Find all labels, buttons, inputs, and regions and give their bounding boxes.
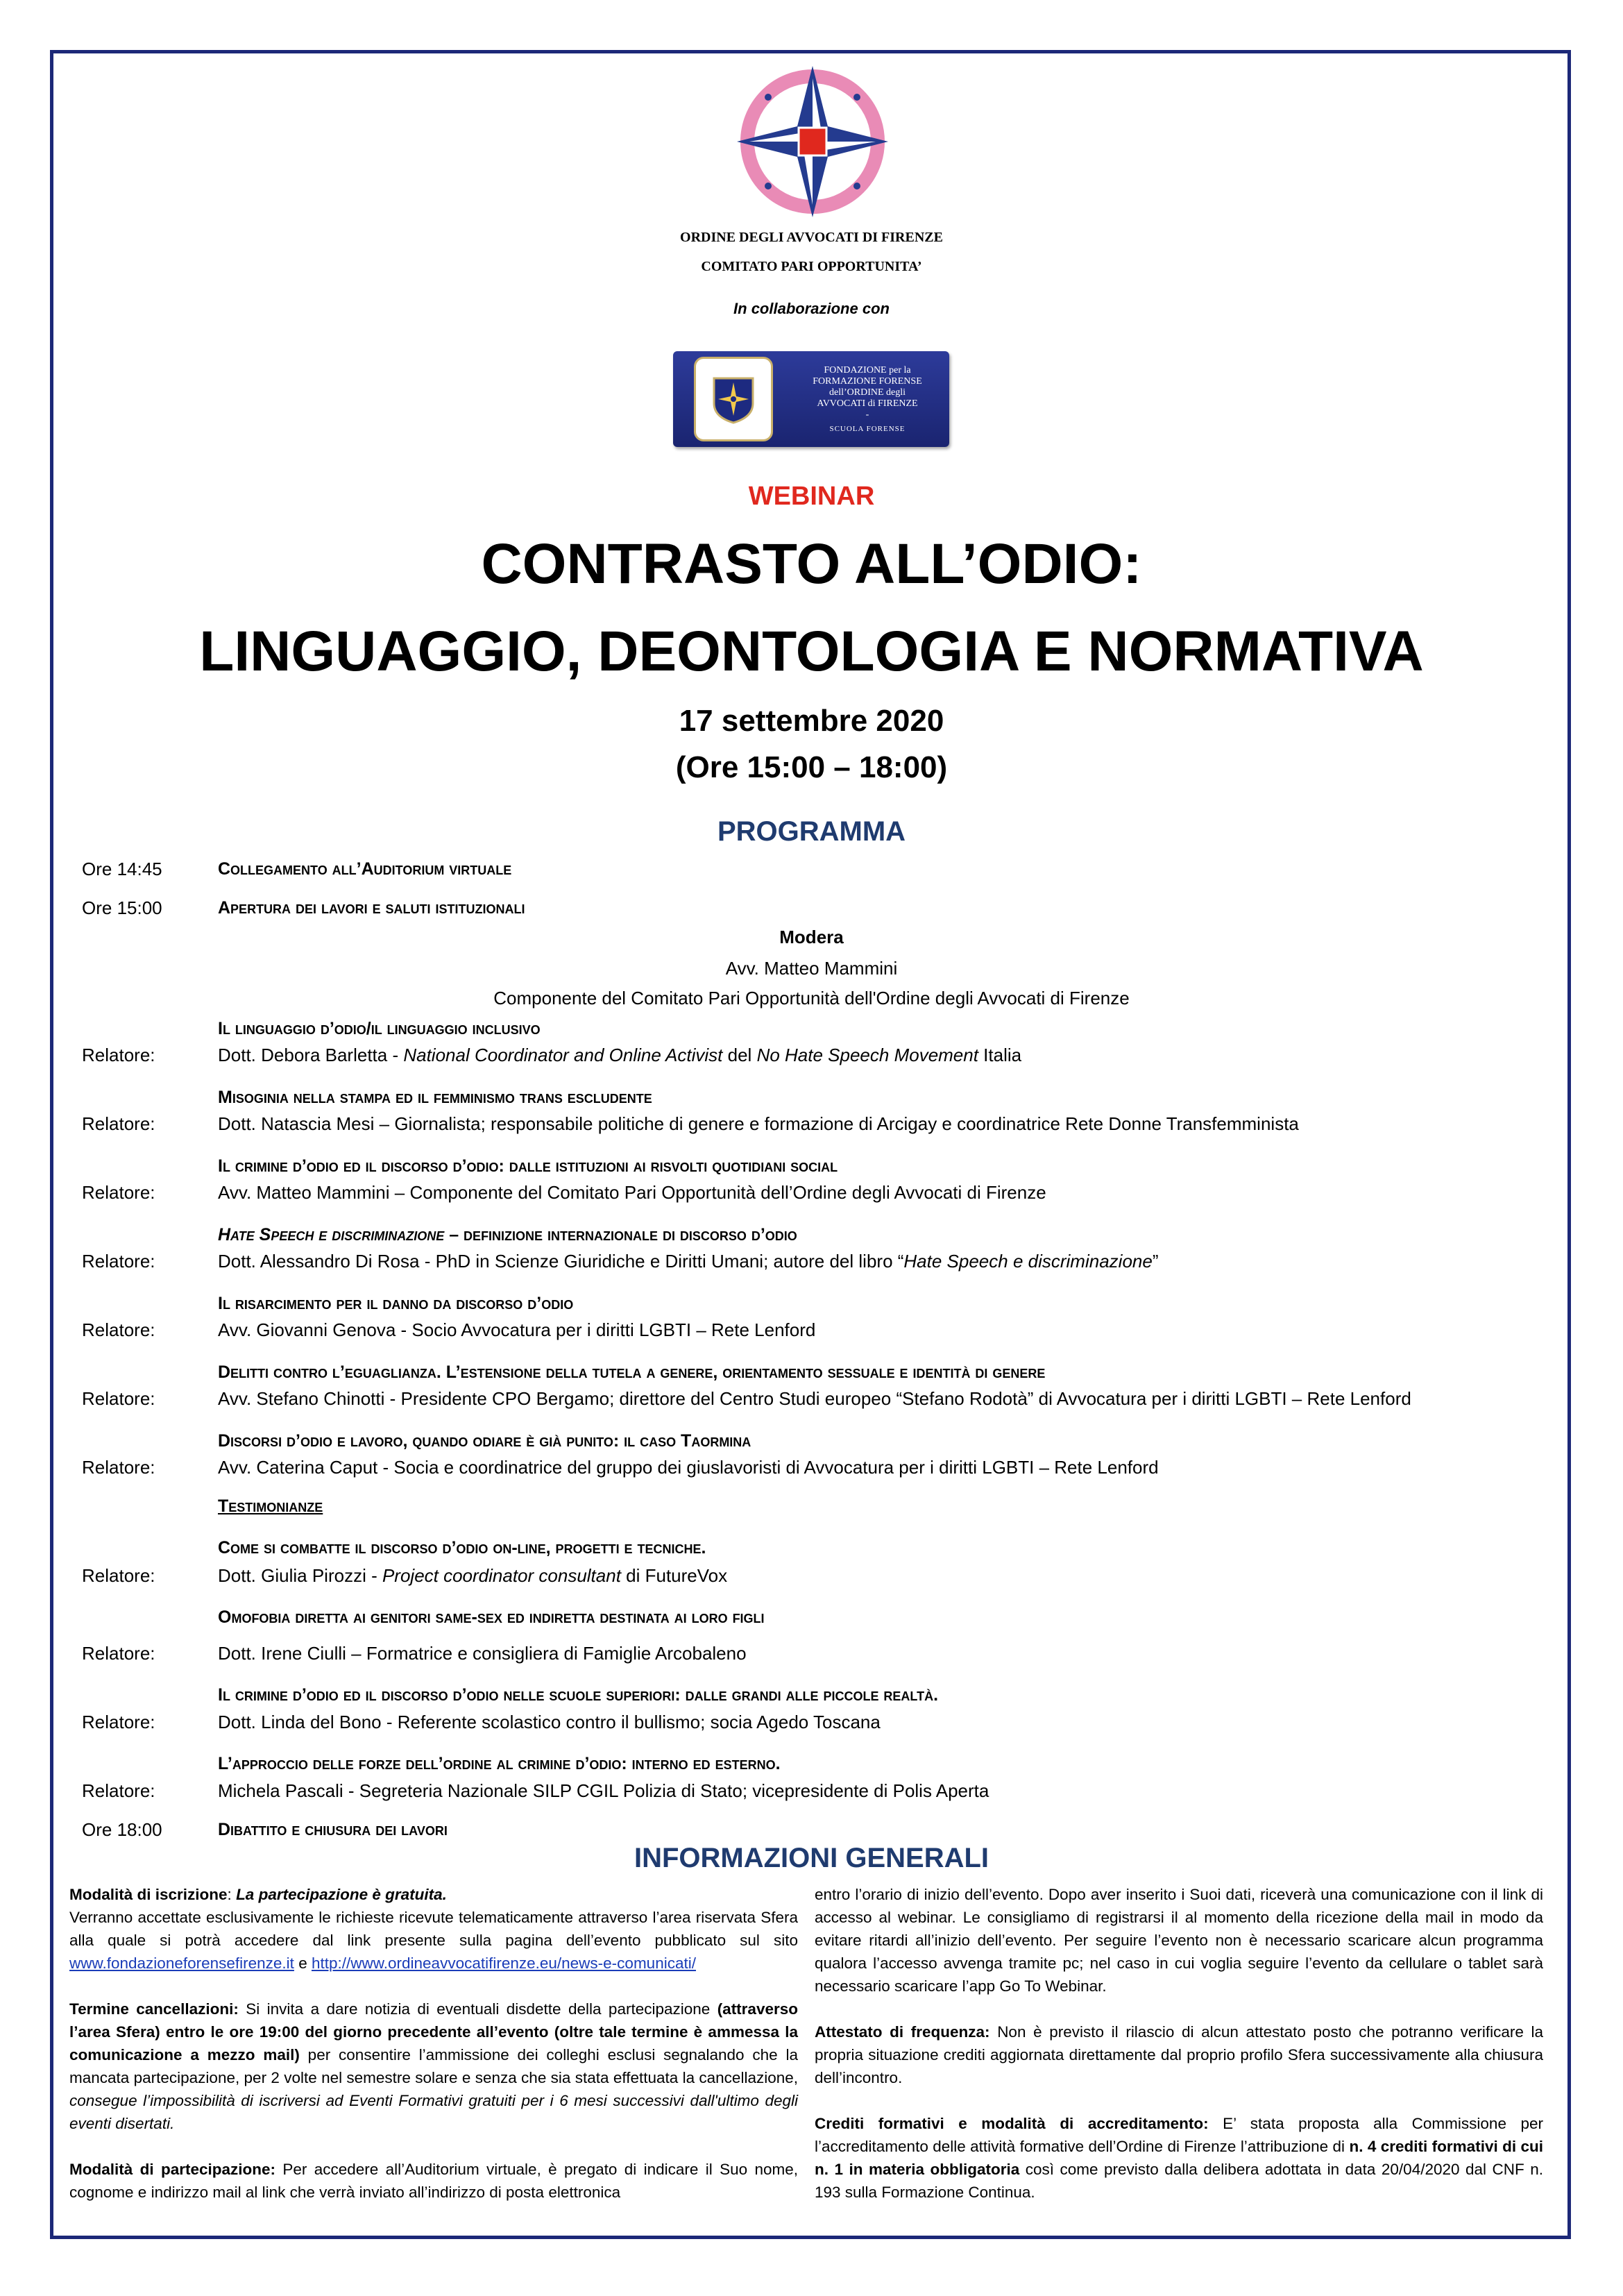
program-item: Dibattito e chiusura dei lavori xyxy=(218,1820,448,1839)
talk-speaker-row xyxy=(82,1562,1553,1589)
speaker-label: Relatore: xyxy=(82,1643,155,1664)
moderator-label: Modera xyxy=(779,927,844,947)
speaker: Michela Pascali - Segreteria Nazionale SILP CGIL Polizia di Stato; vicepresidente di Polis Aperta xyxy=(218,1780,989,1801)
foundation-emblem xyxy=(694,357,773,441)
talk-topic: Hate Speech e discriminazione – definizione internazionale di discorso d’odio xyxy=(218,1225,797,1244)
talk-topic: L’approccio delle forze dell’ordine al crimine d’odio: interno ed esterno. xyxy=(218,1754,781,1773)
iscrizione-text: Verranno accettate esclusivamente le richieste ricevute telematicamente attraverso l’area riservata Sfera alla quale si potrà accedere dal link presente sulla pagina dell’evento pubblicato sul sito www.fondazioneforensefirenze.it e http://www.ordineavvocatifirenze.eu/news-e-comunicati/ xyxy=(69,1909,798,1972)
foundation-logo xyxy=(673,351,949,447)
program-row xyxy=(82,855,1553,883)
talk-speaker-row xyxy=(82,1639,1553,1667)
speaker-label: Relatore: xyxy=(82,1182,155,1203)
talk-topic: Il crimine d’odio ed il discorso d’odio: dalle istituzioni ai risvolti quotidiani social xyxy=(218,1156,838,1176)
speaker-label: Relatore: xyxy=(82,1251,155,1272)
collaboration-label: In collaborazione con xyxy=(733,300,890,317)
talk-speaker-row xyxy=(82,1777,1553,1805)
program-time: Ore 18:00 xyxy=(82,1819,162,1840)
moderator-role: Componente del Comitato Pari Opportunità dell'Ordine degli Avvocati di Firenze xyxy=(493,988,1130,1008)
talk-speaker-row xyxy=(82,1247,1553,1275)
talk-topic: Come si combatte il discorso d’odio on-line, progetti e tecniche. xyxy=(218,1538,706,1558)
program-row xyxy=(82,1816,1553,1843)
program-time: Ore 15:00 xyxy=(82,897,162,918)
iscrizione-title-line: Modalità di iscrizione: La partecipazione è gratuita. xyxy=(69,1886,447,1903)
talk-speaker-row xyxy=(82,1316,1553,1344)
speaker: Avv. Caterina Caput - Socia e coordinatrice del gruppo dei giuslavoristi di Avvocatura per i diritti LGBTI – Rete Lenford xyxy=(218,1457,1159,1478)
speaker: Dott. Alessandro Di Rosa - PhD in Scienze Giuridiche e Diritti Umani; autore del libro “Hate Speech e discriminazione” xyxy=(218,1251,1159,1272)
event-type: WEBINAR xyxy=(748,482,875,511)
talk-speaker-row xyxy=(82,1179,1553,1206)
program-time: Ore 14:45 xyxy=(82,859,162,879)
program-row xyxy=(82,894,1553,922)
speaker-label: Relatore: xyxy=(82,1712,155,1732)
speaker: Dott. Irene Ciulli – Formatrice e consigliera di Famiglie Arcobaleno xyxy=(218,1643,747,1664)
foundation-name: FONDAZIONE per la FORMAZIONE FORENSE dell’ORDINE degli AVVOCATI di FIRENZE - xyxy=(813,365,922,420)
speaker: Dott. Natascia Mesi – Giornalista; responsabile politiche di genere e formazione di Arcigay e coordinatrice Rete Donne Transfemminista xyxy=(218,1113,1299,1134)
attestato-text: Attestato di frequenza: Non è previsto il rilascio di alcun attestato posto che potranno verificare la propria situazione crediti aggiornata direttamente dal proprio profilo Sfera successivamente alla chiusura dell’incontro. xyxy=(815,2023,1544,2086)
speaker-label: Relatore: xyxy=(82,1780,155,1801)
speaker: Dott. Debora Barletta - National Coordinator and Online Activist del No Hate Speech Movement Italia xyxy=(218,1045,1022,1065)
talk-topic: Omofobia diretta ai genitori same-sex ed indiretta destinata ai loro figli xyxy=(218,1607,765,1627)
talk-speaker-row xyxy=(82,1041,1553,1069)
talk-speaker-row xyxy=(82,1708,1553,1736)
committee-name: COMITATO PARI OPPORTUNITA’ xyxy=(701,259,922,274)
crediti-text: Crediti formativi e modalità di accreditamento: E’ stata proposta alla Commissione per l’accreditamento delle attività formative dell’Ordine di Firenze l’attribuzione di n. 4 crediti formativi di cui n. 1 in materia obbligatoria così come previsto dalla delibera adottata in data 20/04/2020 dal CNF n. 193 sulla Formazione Continua. xyxy=(815,2115,1544,2201)
event-title-line1: CONTRASTO ALL’ODIO: xyxy=(481,532,1142,596)
talk-topic: Delitti contro l’eguaglianza. L’estensione della tutela a genere, orientamento sessuale e identità di genere xyxy=(218,1362,1046,1382)
talk-topic: Discorsi d’odio e lavoro, quando odiare è già punito: il caso Taormina xyxy=(218,1431,751,1451)
speaker-label: Relatore: xyxy=(82,1565,155,1586)
cancellazioni-text: Termine cancellazioni: Si invita a dare notizia di eventuali disdette della partecipazione (attraverso l’area Sfera) entro le ore 19:00 del giorno precedente all’evento (oltre tale termine è ammessa la comunicazione a mezzo mail) per consentire l’ammissione dei colleghi esclusi segnalando che la mancata partecipazione, per 2 volte nel semestre solare e senza che sia stata effettuata la cancellazione, consegue l’impossibilità di iscriversi ad Eventi Formativi gratuiti per i 6 mesi successivi dall'ultimo degli eventi disertati. xyxy=(69,2000,798,2132)
speaker: Avv. Matteo Mammini – Componente del Comitato Pari Opportunità dell’Ordine degli Avvocati di Firenze xyxy=(218,1182,1046,1203)
speaker: Dott. Linda del Bono - Referente scolastico contro il bullismo; socia Agedo Toscana xyxy=(218,1712,881,1732)
talk-speaker-row xyxy=(82,1110,1553,1138)
foundation-school: SCUOLA FORENSE xyxy=(829,425,906,433)
speaker: Avv. Giovanni Genova - Socio Avvocatura per i diritti LGBTI – Rete Lenford xyxy=(218,1319,816,1340)
speaker: Avv. Stefano Chinotti - Presidente CPO Bergamo; direttore del Centro Studi europeo “Stefano Rodotà” di Avvocatura per i diritti LGBTI – Rete Lenford xyxy=(218,1388,1411,1409)
moderator-name: Avv. Matteo Mammini xyxy=(725,958,898,979)
partecipazione-cont: entro l’orario di inizio dell’evento. Dopo aver inserito i Suoi dati, riceverà una comunicazione con il link di accesso al webinar. Le consigliamo di registrarsi il al momento della ricezione della mail in modo da evitare ritardi all’inizio dell’evento. Per seguire l’evento non è necessario scaricare alcun programma qualora l’accesso avvenga tramite pc; nel caso in cui voglia seguire l’evento da cellulare o tablet sarà necessario scaricare l’app Go To Webinar. xyxy=(815,1886,1543,1995)
speaker-label: Relatore: xyxy=(82,1319,155,1340)
event-title-line2: LINGUAGGIO, DEONTOLOGIA E NORMATIVA xyxy=(199,620,1424,683)
talk-topic: Il risarcimento per il danno da discorso d’odio xyxy=(218,1294,574,1313)
event-date: 17 settembre 2020 xyxy=(679,704,944,738)
event-time: (Ore 15:00 – 18:00) xyxy=(675,750,948,784)
speaker-label: Relatore: xyxy=(82,1045,155,1065)
talk-topic: Misoginia nella stampa ed il femminismo trans escludente xyxy=(218,1088,652,1107)
testimonianze-heading: Testimonianze xyxy=(218,1496,323,1516)
talk-topic: Il linguaggio d’odio/il linguaggio inclusivo xyxy=(218,1019,541,1038)
speaker-label: Relatore: xyxy=(82,1388,155,1409)
org-name: ORDINE DEGLI AVVOCATI DI FIRENZE xyxy=(680,230,943,245)
programma-heading: PROGRAMMA xyxy=(717,816,906,847)
program-item: Collegamento all’Auditorium virtuale xyxy=(218,859,512,879)
fondazione-link[interactable]: www.fondazioneforensefirenze.it xyxy=(69,1955,294,1972)
ordine-compass-logo xyxy=(737,66,888,217)
talk-topic: Il crimine d’odio ed il discorso d’odio nelle scuole superiori: dalle grandi alle piccole realtà. xyxy=(218,1685,939,1705)
program-item: Apertura dei lavori e saluti istituzionali xyxy=(218,898,525,918)
speaker-label: Relatore: xyxy=(82,1457,155,1478)
ordine-link[interactable]: http://www.ordineavvocatifirenze.eu/news-e-comunicati/ xyxy=(311,1955,696,1972)
info-left-column xyxy=(69,1883,798,2204)
info-right-column xyxy=(815,1883,1543,2204)
talk-speaker-row xyxy=(82,1385,1553,1412)
info-heading: INFORMAZIONI GENERALI xyxy=(634,1843,989,1873)
speaker-label: Relatore: xyxy=(82,1113,155,1134)
partecipazione-text: Modalità di partecipazione: Per accedere all’Auditorium virtuale, è pregato di indicare il Suo nome, cognome e indirizzo mail al link che verrà inviato all’indirizzo di posta elettronica xyxy=(69,2161,798,2201)
talk-speaker-row xyxy=(82,1453,1553,1481)
speaker: Dott. Giulia Pirozzi - Project coordinator consultant di FutureVox xyxy=(218,1565,728,1586)
